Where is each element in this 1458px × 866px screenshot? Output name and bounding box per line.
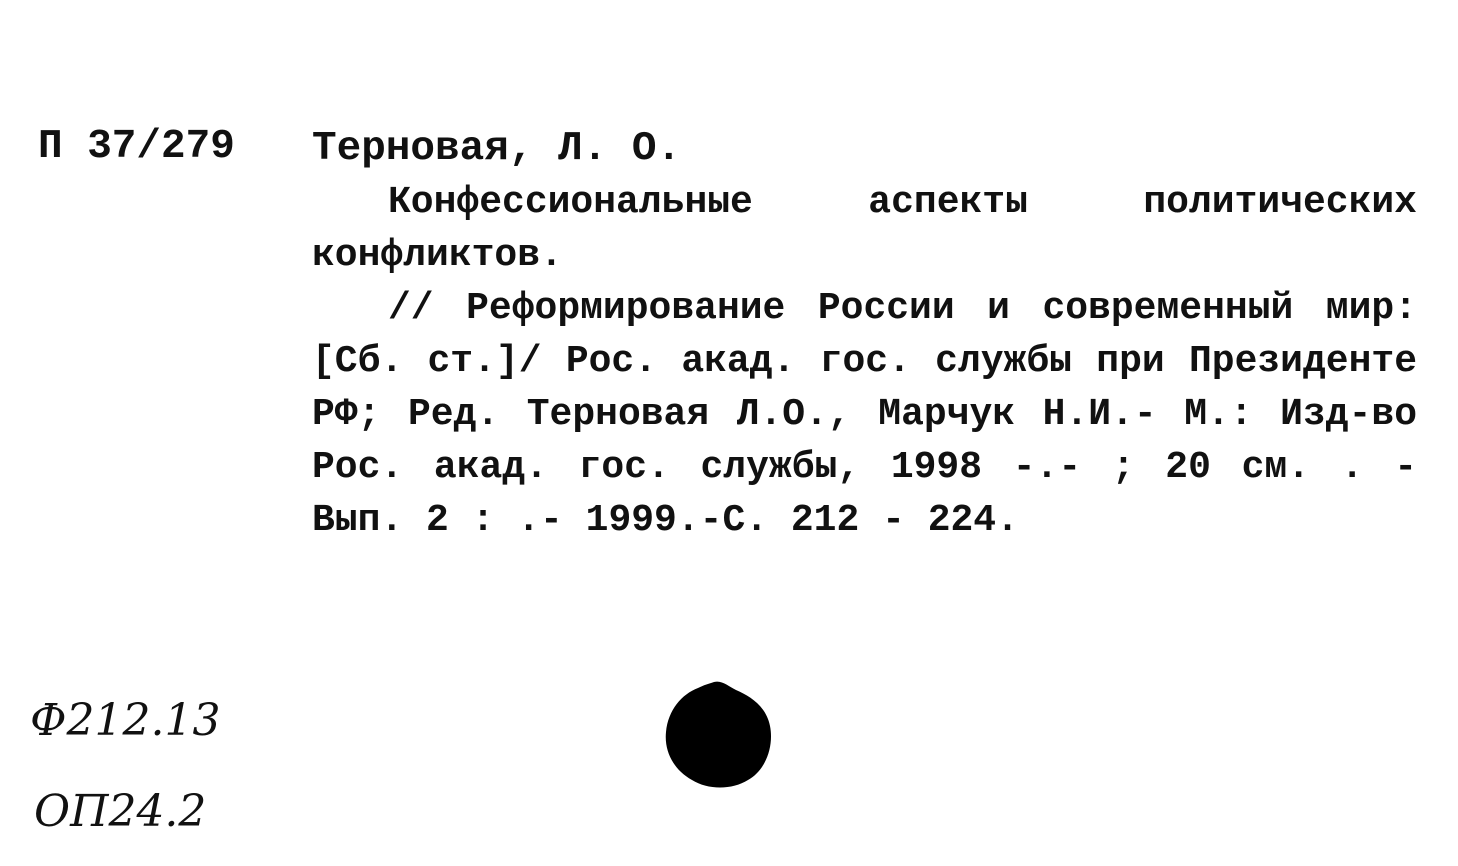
article-title: Конфессиональные аспекты политических конфликтов. xyxy=(312,181,1417,277)
punch-hole xyxy=(662,680,774,790)
author-heading: Терновая, Л. О. xyxy=(312,126,682,172)
handwritten-note-2: ОП24.2 xyxy=(34,786,207,837)
source-citation: // Реформирование России и современный мир: [Сб. ст.]/ Рос. акад. гос. службы при Президенте РФ; Ред. Терновая Л.О., Марчук Н.И.- М.: Изд-во Рос. акад. гос. службы, 1998 -.- ; 20 см. . - Вып. 2 : .- 1999.-С. 212 - 224. xyxy=(312,287,1417,542)
handwritten-note-1: Ф212.13 xyxy=(30,695,221,746)
card-body xyxy=(312,176,1417,547)
call-number: П 37/279 xyxy=(38,124,235,170)
